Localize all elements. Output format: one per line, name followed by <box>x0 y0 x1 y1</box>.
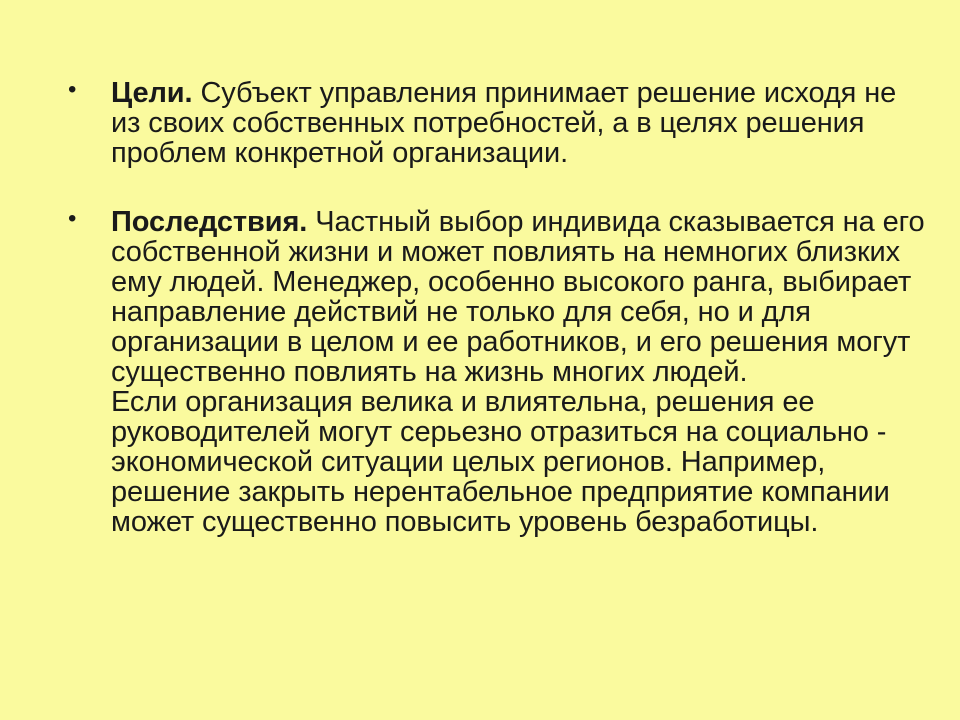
bullet-paragraph: Если организация велика и влиятельна, решения ее руководителей могут серьезно отразиться на социально - экономической ситуации целых регионов. Например, решение закрыть нерентабельное предприятие компании может существенно повысить уровень безработицы. <box>111 386 890 538</box>
bullet-dot-icon: • <box>68 76 77 103</box>
bullet-list <box>68 78 928 537</box>
bullet-term: Последствия. <box>111 206 308 238</box>
bullet-paragraph: Частный выбор индивида сказывается на его собственной жизни и может повлиять на немногих близких ему людей. Менеджер, особенно высокого ранга, выбирает направление действий не только для себя, но и для организации в целом и ее работников, и его решения могут существенно повлиять на жизнь многих людей. <box>111 206 925 388</box>
bullet-item-goals <box>68 78 928 168</box>
bullet-text <box>111 207 928 387</box>
bullet-text <box>111 78 928 168</box>
bullet-term: Цели. <box>111 77 193 109</box>
bullet-item-consequences <box>68 207 928 537</box>
bullet-paragraph: Субъект управления принимает решение исходя не из своих собственных потребностей, а в целях решения проблем конкретной организации. <box>111 77 897 169</box>
bullet-dot-icon: • <box>68 205 77 232</box>
